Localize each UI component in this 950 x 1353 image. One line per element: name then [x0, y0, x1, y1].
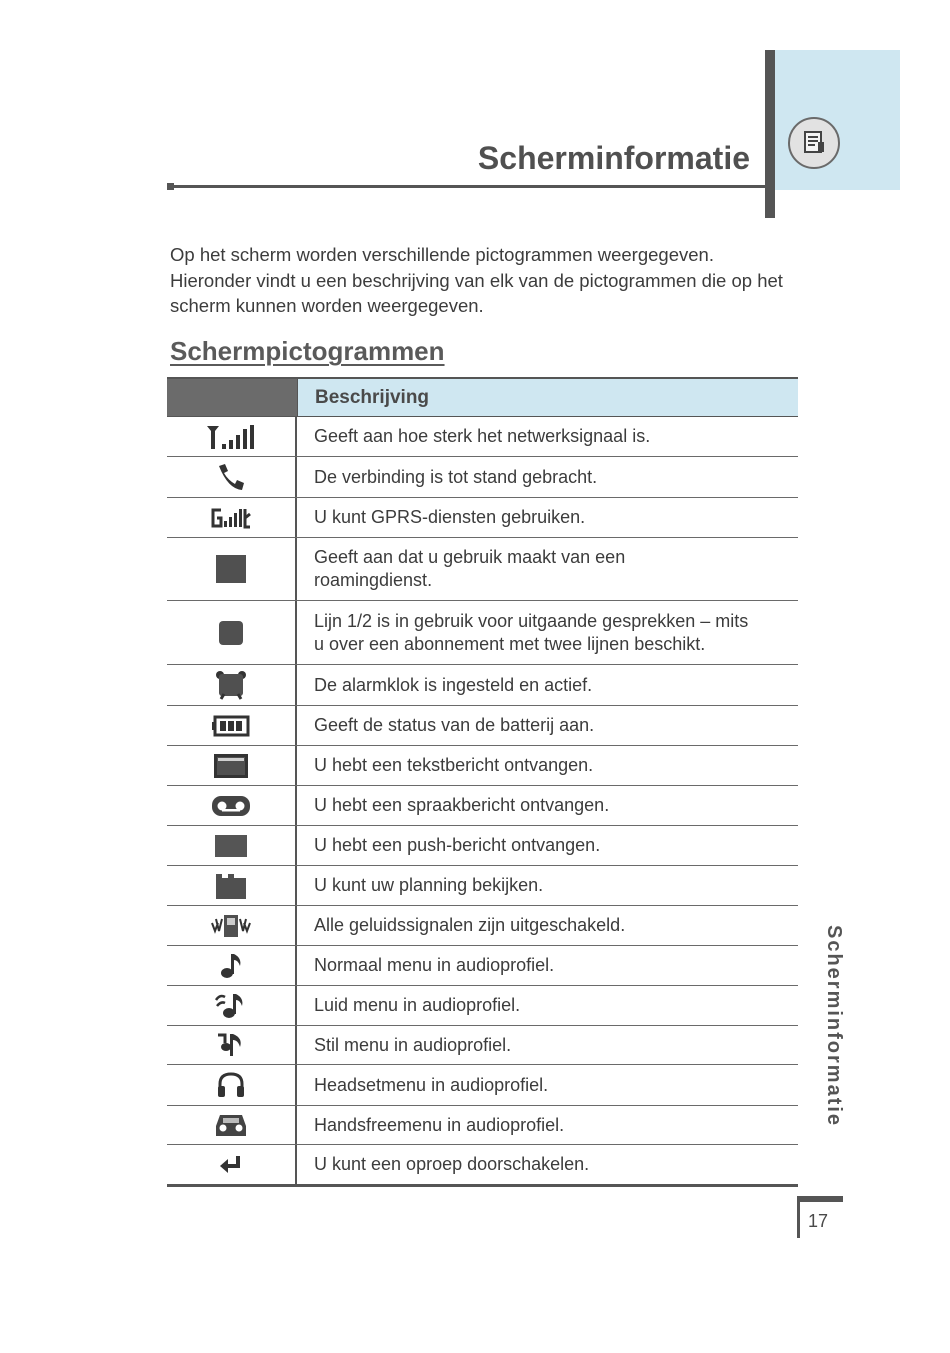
table-header-description: Beschrijving — [298, 379, 798, 416]
normal-profile-icon — [218, 952, 244, 980]
table-row — [167, 706, 798, 746]
side-chapter-label: Scherminformatie — [823, 925, 845, 1128]
row-description: Alle geluidssignalen zijn uitgeschakeld. — [314, 915, 626, 935]
page-title: Scherminformatie — [477, 140, 750, 176]
table-row — [167, 1145, 798, 1187]
row-description: U hebt een tekstbericht ontvangen. — [314, 755, 594, 775]
table-row — [167, 601, 798, 665]
corner-accent-box — [775, 50, 900, 190]
row-description: Geeft de status van de batterij aan. — [314, 715, 595, 735]
table-row — [167, 665, 798, 706]
icon-table — [167, 377, 798, 1187]
row-description: U hebt een push-bericht ontvangen. — [314, 835, 601, 855]
table-row — [167, 866, 798, 906]
table-row — [167, 417, 798, 457]
alarm-clock-icon — [215, 670, 247, 700]
table-row — [167, 906, 798, 946]
text-message-icon — [214, 754, 248, 778]
row-description: De alarmklok is ingesteld en actief. — [314, 674, 593, 695]
title-rule-dot — [167, 183, 174, 190]
row-description: Stil menu in audioprofiel. — [314, 1034, 512, 1055]
table-row — [167, 498, 798, 538]
row-description: Luid menu in audioprofiel. — [314, 995, 521, 1015]
table-row — [167, 1065, 798, 1106]
table-row — [167, 786, 798, 826]
table-header — [167, 377, 798, 417]
row-description: Handsfreemenu in audioprofiel. — [314, 1114, 565, 1135]
silent-profile-icon — [216, 1031, 246, 1059]
headset-icon — [216, 1071, 246, 1099]
page-number-rule — [797, 1196, 843, 1202]
table-row — [167, 457, 798, 498]
intro-paragraph: Op het scherm worden verschillende pictogrammen weergegeven. Hieronder vindt u een beschrijving van elk van de pictogrammen die op het scherm kunnen worden weergegeven. — [170, 244, 783, 316]
table-row — [167, 746, 798, 786]
push-message-icon — [214, 834, 248, 858]
call-forward-icon — [218, 1154, 244, 1176]
table-row — [167, 538, 798, 601]
row-description: U hebt een spraakbericht ontvangen. — [314, 795, 610, 815]
row-description: Headsetmenu in audioprofiel. — [314, 1074, 549, 1095]
section-title: Schermpictogrammen — [170, 336, 445, 366]
call-connected-icon — [216, 463, 246, 491]
table-header-icon-col — [167, 379, 298, 416]
table-row — [167, 986, 798, 1026]
page-number: 17 — [808, 1211, 829, 1231]
page-number-bar — [797, 1196, 800, 1238]
row-description: Normaal menu in audioprofiel. — [314, 955, 555, 975]
gprs-icon — [210, 506, 252, 530]
roaming-icon — [215, 554, 247, 584]
row-description: Lijn 1/2 is in gebruik voor uitgaande gesprekken – mits u over een abonnement met twee lijnen beschikt. — [314, 610, 749, 654]
vibrate-icon — [210, 913, 252, 939]
row-description: U kunt uw planning bekijken. — [314, 875, 544, 895]
row-description: De verbinding is tot stand gebracht. — [314, 466, 598, 487]
battery-icon — [212, 715, 250, 737]
row-description: Geeft aan hoe sterk het netwerksignaal is. — [314, 426, 651, 446]
line-in-use-icon — [218, 620, 244, 646]
row-description: U kunt GPRS-diensten gebruiken. — [314, 507, 586, 527]
document-chapter-icon — [788, 117, 840, 169]
table-row — [167, 1026, 798, 1065]
loud-profile-icon — [214, 992, 248, 1020]
signal-strength-icon — [206, 424, 256, 450]
row-description: U kunt een oproep doorschakelen. — [314, 1154, 590, 1174]
table-row — [167, 946, 798, 986]
voicemail-icon — [211, 795, 251, 817]
schedule-icon — [214, 872, 248, 900]
table-row — [167, 826, 798, 866]
header-vertical-bar — [765, 50, 775, 218]
table-row — [167, 1106, 798, 1145]
title-rule — [174, 185, 765, 188]
row-description: Geeft aan dat u gebruik maakt van een roamingdienst. — [314, 547, 626, 590]
handsfree-icon — [214, 1112, 248, 1138]
